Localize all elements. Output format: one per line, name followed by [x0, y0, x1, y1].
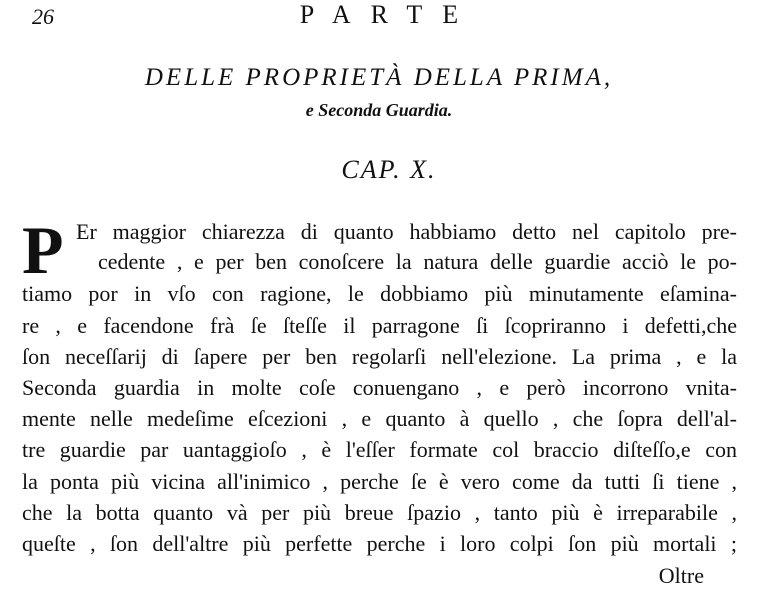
text-line: mente nelle medeſime eſcezioni , e quanto à quello , che ſopra dell'al-	[22, 406, 737, 431]
text-line: tre guardie par uantaggioſo , è l'eſſer formate col braccio diſteſſo,e con	[22, 437, 737, 462]
text-line: la ponta più vicina all'inimico , perche ſe è vero come da tutti ſi tiene ,	[22, 469, 737, 494]
chapter-heading: CAP. X.	[341, 155, 437, 184]
text-line: queſte , ſon dell'altre più perfette perche i loro colpi ſon più mortali ;	[22, 531, 737, 556]
text-line: Seconda guardia in molte coſe conuengano , e però incorrono vnita-	[22, 375, 737, 400]
text-line: ſon neceſſarij di ſapere per ben regolarſi nell'elezione. La prima , e la	[22, 344, 737, 369]
text-line: che la botta quanto và per più breue ſpazio , tanto più è irreparabile ,	[22, 500, 737, 525]
text-line: tiamo por in vſo con ragione, le dobbiamo più minutamente eſamina-	[22, 281, 737, 306]
running-head: PARTE	[299, 0, 479, 29]
drop-cap: P	[22, 212, 64, 288]
section-subtitle: e Seconda Guardia.	[305, 100, 453, 120]
text-line: Er maggior chiarezza di quanto habbiamo detto nel capitolo pre-	[76, 219, 737, 244]
catchword: Oltre	[658, 563, 704, 588]
section-title: DELLE PROPRIETÀ DELLA PRIMA,	[144, 64, 614, 91]
text-line: re , e facendone frà ſe ſteſſe il parragone ſi ſcopriranno i defetti,che	[22, 313, 737, 338]
text-line: cedente , e per ben conoſcere la natura delle guardie acciò le po-	[98, 249, 737, 274]
page-number: 26	[32, 4, 54, 29]
